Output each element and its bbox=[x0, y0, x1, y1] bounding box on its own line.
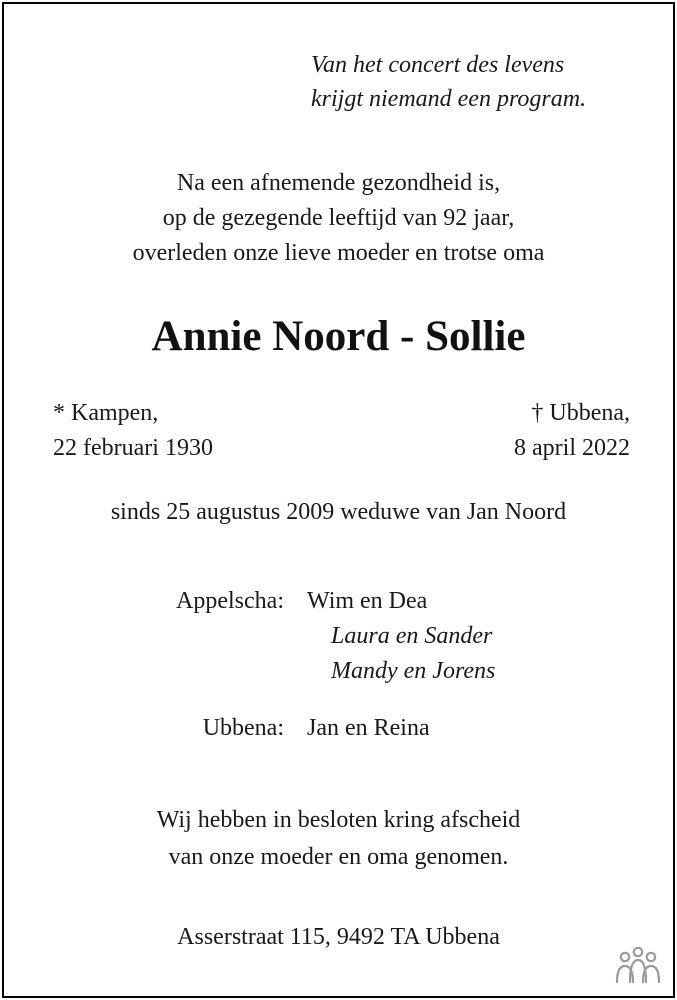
widow-line: sinds 25 augustus 2009 weduwe van Jan Noord bbox=[110, 499, 567, 525]
birth-info bbox=[53, 396, 213, 466]
death-info bbox=[514, 396, 630, 466]
intro-text bbox=[4, 166, 673, 271]
family-parents: Wim en Dea bbox=[307, 588, 428, 614]
family-child: Laura en Sander bbox=[331, 623, 493, 649]
people-group-icon bbox=[613, 946, 663, 984]
birth-place: * Kampen, bbox=[53, 400, 159, 426]
family-child: Mandy en Jorens bbox=[331, 658, 496, 684]
family-names bbox=[307, 584, 495, 689]
intro-line-3: overleden onze lieve moeder en trotse oma bbox=[132, 240, 545, 266]
poem bbox=[311, 48, 586, 116]
death-place: † Ubbena, bbox=[531, 400, 630, 426]
family-place: Ubbena: bbox=[202, 715, 284, 741]
poem-line-1: Van het concert des levens bbox=[311, 52, 565, 78]
intro-line-1: Na een afnemende gezondheid is, bbox=[176, 170, 501, 196]
death-date: 8 april 2022 bbox=[514, 435, 630, 461]
family-names bbox=[307, 711, 430, 746]
family-parents: Jan en Reina bbox=[307, 715, 430, 741]
family-place: Appelscha: bbox=[176, 588, 284, 614]
poem-line-2: krijgt niemand een program. bbox=[311, 86, 587, 112]
closing-text bbox=[4, 802, 673, 876]
birth-date: 22 februari 1930 bbox=[53, 435, 213, 461]
deceased-name: Annie Noord - Sollie bbox=[151, 313, 526, 360]
intro-line-2: op de gezegende leeftijd van 92 jaar, bbox=[162, 205, 515, 231]
address: Asserstraat 115, 9492 TA Ubbena bbox=[177, 924, 500, 950]
closing-line-2: van onze moeder en oma genomen. bbox=[168, 844, 509, 870]
closing-line-1: Wij hebben in besloten kring afscheid bbox=[156, 807, 521, 833]
obituary-card bbox=[2, 2, 675, 998]
